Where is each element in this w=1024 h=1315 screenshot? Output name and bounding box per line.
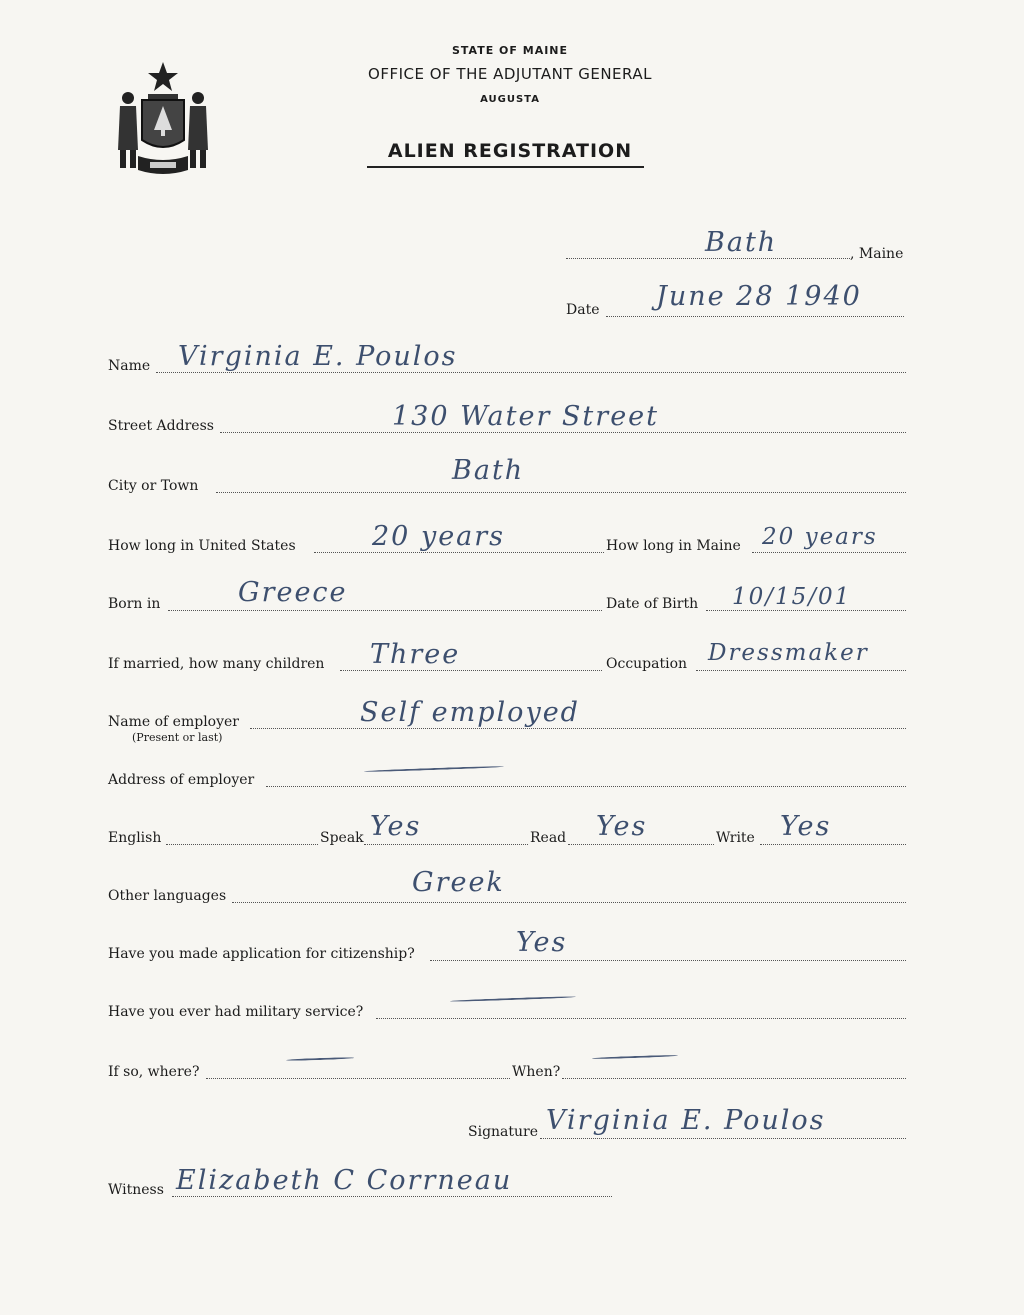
born-value: Greece bbox=[238, 577, 348, 608]
where-label: If so, where? bbox=[108, 1064, 200, 1080]
witness-label: Witness bbox=[108, 1182, 164, 1198]
read-label: Read bbox=[530, 830, 567, 846]
employer-value: Self employed bbox=[360, 697, 580, 728]
maine-time-label: How long in Maine bbox=[606, 538, 741, 554]
military-label: Have you ever had military service? bbox=[108, 1004, 364, 1020]
english-line bbox=[166, 844, 318, 845]
date-value: June 28 1940 bbox=[656, 281, 862, 312]
citizenship-value: Yes bbox=[516, 927, 568, 958]
speak-value: Yes bbox=[370, 811, 422, 842]
signature-line bbox=[540, 1138, 906, 1139]
place-label: , Maine bbox=[850, 246, 904, 262]
maine-time-value: 20 years bbox=[762, 524, 878, 550]
other-languages-label: Other languages bbox=[108, 888, 227, 904]
date-label: Date bbox=[566, 302, 600, 318]
born-line bbox=[168, 610, 602, 611]
dob-value: 10/15/01 bbox=[732, 584, 852, 610]
employer-address-dash bbox=[364, 766, 504, 773]
english-label: English bbox=[108, 830, 162, 846]
place-line bbox=[566, 258, 850, 259]
us-time-value: 20 years bbox=[372, 521, 506, 552]
other-languages-line bbox=[232, 902, 906, 903]
city-label: City or Town bbox=[108, 478, 199, 494]
children-label: If married, how many children bbox=[108, 656, 325, 672]
write-line bbox=[760, 844, 906, 845]
employer-address-line bbox=[266, 786, 906, 787]
title-underline bbox=[367, 166, 644, 168]
citizenship-line bbox=[430, 960, 906, 961]
write-value: Yes bbox=[780, 811, 832, 842]
date-line bbox=[606, 316, 904, 317]
office-heading: OFFICE OF THE ADJUTANT GENERAL bbox=[368, 65, 652, 83]
dob-label: Date of Birth bbox=[606, 596, 699, 612]
read-value: Yes bbox=[596, 811, 648, 842]
form-title: ALIEN REGISTRATION bbox=[387, 140, 633, 162]
name-line bbox=[156, 372, 906, 373]
street-value: 130 Water Street bbox=[392, 401, 659, 432]
where-dash bbox=[286, 1057, 354, 1061]
signature-value: Virginia E. Poulos bbox=[546, 1105, 826, 1136]
when-label: When? bbox=[512, 1064, 561, 1080]
witness-line bbox=[172, 1196, 612, 1197]
us-time-label: How long in United States bbox=[108, 538, 296, 554]
maine-time-line bbox=[752, 552, 906, 553]
when-dash bbox=[592, 1054, 678, 1059]
other-languages-value: Greek bbox=[412, 867, 505, 898]
place-value: Bath bbox=[705, 227, 778, 258]
name-label: Name bbox=[108, 358, 151, 374]
read-line bbox=[568, 844, 714, 845]
where-line bbox=[206, 1078, 510, 1079]
employer-address-label: Address of employer bbox=[108, 772, 255, 788]
citizenship-label: Have you made application for citizenship? bbox=[108, 946, 415, 962]
signature-label: Signature bbox=[468, 1124, 539, 1140]
street-label: Street Address bbox=[108, 418, 214, 434]
state-heading: STATE OF MAINE bbox=[451, 44, 569, 57]
maine-state-seal-icon bbox=[108, 58, 218, 180]
city-line bbox=[216, 492, 906, 493]
children-value: Three bbox=[370, 639, 461, 670]
street-line bbox=[220, 432, 906, 433]
when-line bbox=[562, 1078, 906, 1079]
name-value: Virginia E. Poulos bbox=[178, 341, 458, 372]
us-time-line bbox=[314, 552, 604, 553]
write-label: Write bbox=[716, 830, 755, 846]
speak-line bbox=[364, 844, 528, 845]
city-heading: AUGUSTA bbox=[480, 94, 540, 105]
employer-sublabel: (Present or last) bbox=[132, 731, 223, 744]
city-value: Bath bbox=[452, 455, 525, 486]
children-line bbox=[340, 670, 602, 671]
witness-value: Elizabeth C Corrneau bbox=[176, 1165, 513, 1196]
occupation-label: Occupation bbox=[606, 656, 688, 672]
born-label: Born in bbox=[108, 596, 161, 612]
occupation-value: Dressmaker bbox=[708, 640, 869, 666]
speak-label: Speak bbox=[320, 830, 364, 846]
employer-label: Name of employer bbox=[108, 714, 239, 730]
military-line bbox=[376, 1018, 906, 1019]
employer-line bbox=[250, 728, 906, 729]
military-dash bbox=[450, 996, 576, 1002]
occupation-line bbox=[696, 670, 906, 671]
